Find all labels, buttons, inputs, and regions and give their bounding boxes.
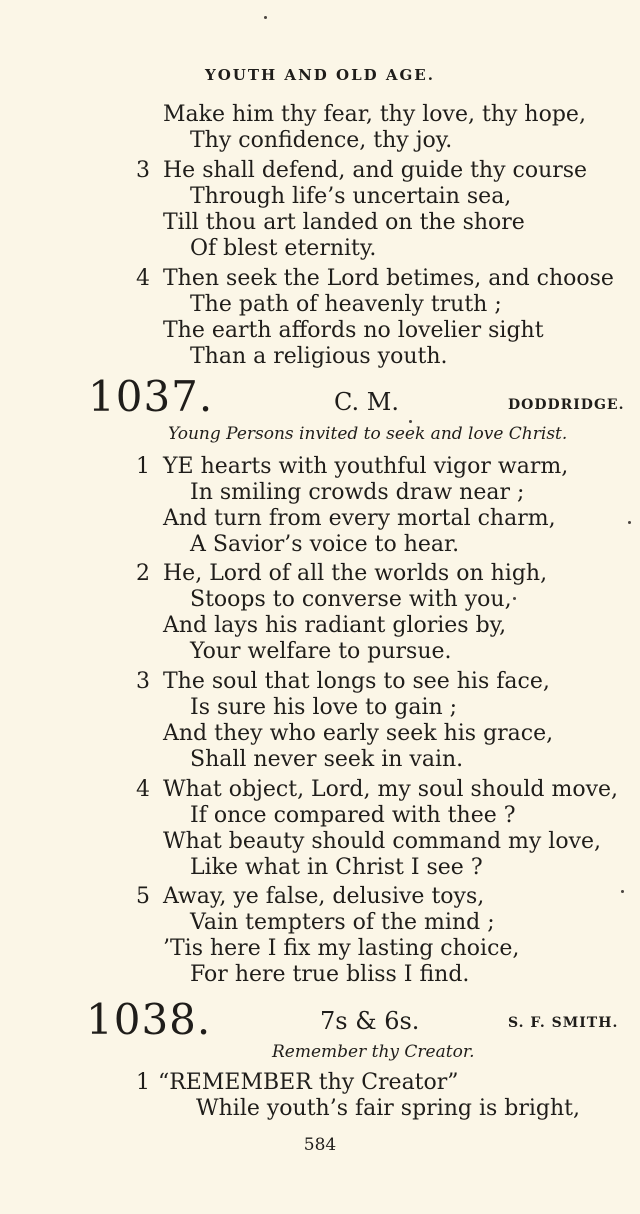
print-speck: [628, 521, 631, 524]
verse-line: YE hearts with youthful vigor warm,: [163, 454, 569, 479]
hymn-author: DODDRIDGE.: [508, 397, 625, 413]
stanza-number: 1: [136, 1070, 150, 1095]
verse-line: For here true bliss I find.: [190, 962, 470, 987]
hymn-number: 1037.: [88, 372, 214, 421]
verse-line: He, Lord of all the worlds on high,: [163, 561, 548, 586]
verse-line: Thy confidence, thy joy.: [190, 128, 453, 153]
verse-line: Shall never seek in vain.: [190, 747, 464, 772]
verse-line: Vain tempters of the mind ;: [190, 910, 495, 935]
hymn-number: 1038.: [86, 995, 212, 1044]
verse-line: In smiling crowds draw near ;: [190, 480, 525, 505]
hymn-subtitle: Young Persons invited to seek and love Christ.: [168, 424, 568, 444]
verse-line: The path of heavenly truth ;: [190, 292, 502, 317]
verse-line: Then seek the Lord betimes, and choose: [163, 266, 614, 291]
stanza-number: 3: [136, 158, 150, 183]
verse-line: Till thou art landed on the shore: [163, 210, 525, 235]
stanza-number: 4: [136, 266, 150, 291]
verse-line: And lays his radiant glories by,: [163, 613, 507, 638]
verse-line: ’Tis here I fix my lasting choice,: [163, 936, 520, 961]
hymn-subtitle: Remember thy Creator.: [272, 1042, 475, 1062]
print-speck: [409, 420, 412, 423]
verse-line: The earth affords no lovelier sight: [163, 318, 544, 343]
hymn-meter: C. M.: [334, 388, 399, 416]
running-head: YOUTH AND OLD AGE.: [205, 66, 435, 84]
verse-line: A Savior’s voice to hear.: [190, 532, 460, 557]
stanza-number: 1: [136, 454, 150, 479]
verse-line: And they who early seek his grace,: [163, 721, 554, 746]
verse-line: Is sure his love to gain ;: [190, 695, 458, 720]
verse-line: Through life’s uncertain sea,: [190, 184, 512, 209]
verse-line: Than a religious youth.: [190, 344, 448, 369]
print-speck: [513, 597, 516, 600]
hymn-meter: 7s & 6s.: [320, 1007, 420, 1035]
hymn-author: S. F. SMITH.: [508, 1015, 619, 1031]
verse-line: The soul that longs to see his face,: [163, 669, 550, 694]
verse-line: While youth’s fair spring is bright,: [196, 1096, 581, 1121]
verse-line: Stoops to converse with you,: [190, 587, 512, 612]
verse-line: He shall defend, and guide thy course: [163, 158, 588, 183]
stanza-number: 4: [136, 777, 150, 802]
verse-line: If once compared with thee ?: [190, 803, 516, 828]
page-number: 584: [303, 1135, 337, 1155]
verse-line: What beauty should command my love,: [163, 829, 602, 854]
stanza-number: 2: [136, 561, 150, 586]
verse-line: Make him thy fear, thy love, thy hope,: [163, 102, 586, 127]
verse-line: What object, Lord, my soul should move,: [163, 777, 619, 802]
verse-line: “REMEMBER thy Creator”: [158, 1070, 459, 1095]
stanza-number: 3: [136, 669, 150, 694]
verse-line: And turn from every mortal charm,: [163, 506, 556, 531]
verse-line: Away, ye false, delusive toys,: [163, 884, 485, 909]
stanza-number: 5: [136, 884, 150, 909]
verse-line: Of blest eternity.: [190, 236, 377, 261]
verse-line: Like what in Christ I see ?: [190, 855, 483, 880]
print-speck: [264, 16, 267, 19]
verse-line: Your welfare to pursue.: [190, 639, 452, 664]
print-speck: [621, 890, 624, 893]
